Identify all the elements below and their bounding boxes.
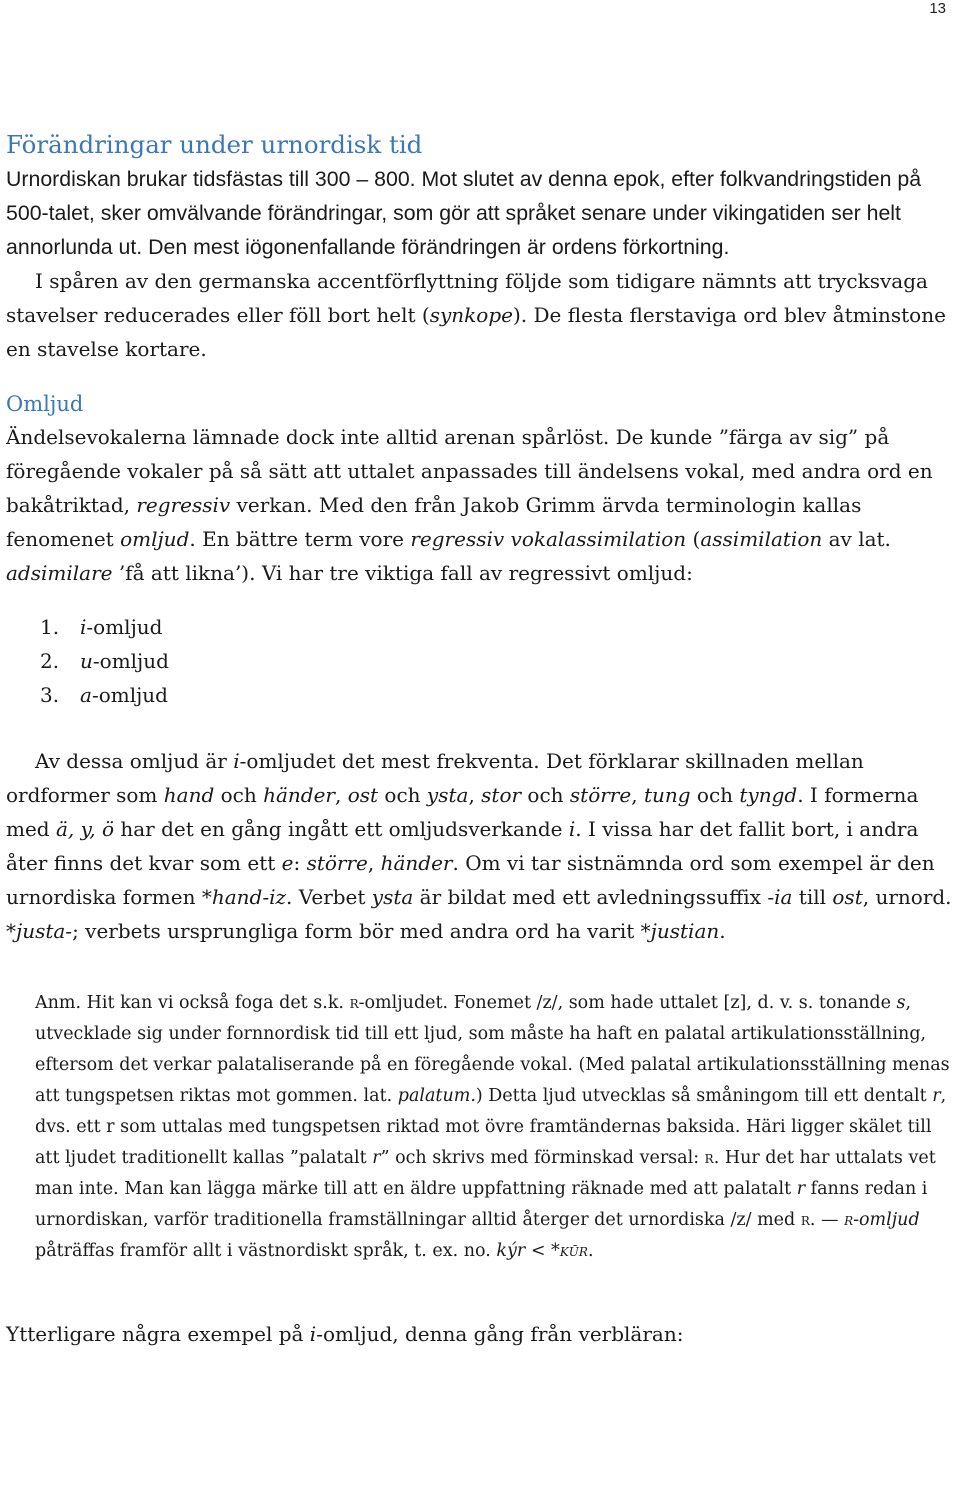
list-item xyxy=(6,644,954,678)
term: omljud xyxy=(120,527,190,551)
term-synkope: synkope xyxy=(429,303,513,327)
text-run: -omljudet. Fonemet /z/, som hade uttalet [z], d. v. s. tonande xyxy=(358,993,897,1013)
term: ä, y, ö xyxy=(55,817,115,841)
text-run: och xyxy=(690,783,740,807)
text-run: . Verbet xyxy=(286,885,372,909)
text-run: av lat. xyxy=(822,527,891,551)
list-item xyxy=(6,610,954,644)
text-run: -omljudet det mest frekventa. Det förklarar skillnaden mellan ordformer som xyxy=(6,749,864,807)
term-small-caps: r xyxy=(844,1210,854,1230)
text-run: . — xyxy=(809,1210,845,1230)
term: ost xyxy=(832,885,863,909)
term: ost xyxy=(347,783,379,807)
list-number: 3. xyxy=(40,683,60,707)
text-run: , xyxy=(631,783,644,807)
term-small-caps: r xyxy=(704,1148,714,1168)
term: regressiv xyxy=(136,493,231,517)
term-small-caps: kūr xyxy=(559,1241,588,1261)
term: e xyxy=(281,851,294,875)
omljud-list xyxy=(6,610,954,712)
term: hand-iz xyxy=(211,885,287,909)
term-small-caps: r xyxy=(349,993,359,1013)
text-run: . xyxy=(587,1241,594,1261)
i-omljud-paragraph xyxy=(6,744,954,948)
text-run: verkan. Med den från Jakob Grimm ärvda terminologin kallas fenomenet xyxy=(6,493,862,551)
list-item xyxy=(6,678,954,712)
synkope-paragraph xyxy=(6,264,954,366)
intro-paragraph: Urnordiskan brukar tidsfästas till 300 – 800. Mot slutet av denna epok, efter folkvandringstiden på 500-talet, sker omvälvande förändringar, som gör att språket senare under vikingatiden ser helt annorlunda ut. Den mest iögonenfallande förändringen är ordens förkortning. xyxy=(6,167,922,259)
anm-note xyxy=(35,988,954,1267)
list-number: 2. xyxy=(40,649,60,673)
text-run: är bildat med ett avledningssuffix - xyxy=(413,885,775,909)
text-run: , xyxy=(335,783,348,807)
list-text: -omljud xyxy=(91,683,168,707)
text-run: ( xyxy=(686,527,701,551)
text-run: . Om vi tar sistnämnda ord som exempel är den urnordiska formen * xyxy=(6,851,935,909)
text-run: fanns redan i urnordiskan, varför traditionella framställningar alltid återger det urnordiska /z/ med xyxy=(35,1179,928,1230)
text-run: har det en gång ingått ett omljudsverkande xyxy=(114,817,569,841)
term: i xyxy=(309,1322,317,1346)
term: justian xyxy=(650,919,720,943)
omljud-paragraph xyxy=(6,420,954,590)
text-run: , xyxy=(367,851,381,875)
term: i xyxy=(233,749,240,773)
section-heading: Förändringar under urnordisk tid xyxy=(6,130,423,159)
text-run: . I formerna med xyxy=(6,783,919,841)
text-run: Ändelsevokalerna lämnade dock inte alltid arenan spårlöst. De kunde ”färga av sig” på föregående vokaler på så sätt att uttalet anpassades till ändelsens vokal, med andra ord en bakåtriktad, xyxy=(6,425,933,517)
term: händer xyxy=(380,851,453,875)
term: ia xyxy=(774,885,793,909)
text-run: Av dessa omljud är xyxy=(35,749,234,773)
term: regressiv vokalassimilation xyxy=(410,527,687,551)
text-run: , utvecklade sig under fornnordisk tid till ett ljud, som måste ha haft en palatal artikulationsställning, eftersom det verkar palataliserande på en föregående vokal. (Med palatal artikulationsställning menas att tungspetsen riktas mot gommen. lat. xyxy=(35,993,950,1106)
text-run: I spåren av den germanska accentförflyttning följde som tidigare nämnts att trycksvaga stavelser reducerades eller föll bort helt ( xyxy=(6,269,928,327)
term: stor xyxy=(481,783,522,807)
text-run: . xyxy=(719,919,726,943)
text-run: ) Detta ljud utvecklas så småningom till ett dentalt xyxy=(475,1086,933,1106)
list-letter: i xyxy=(80,615,87,639)
subheading-omljud: Omljud xyxy=(6,392,84,416)
term: ysta xyxy=(426,783,469,807)
term-small-caps: r xyxy=(800,1210,810,1230)
term: r xyxy=(372,1148,381,1168)
text-run: . I vissa har det fallit bort, i andra åter finns det kvar som ett xyxy=(6,817,919,875)
text-run: -omljud, denna gång från verbläran: xyxy=(316,1322,684,1346)
page-number: 13 xyxy=(929,0,946,17)
closing-paragraph xyxy=(6,1317,954,1351)
text-run: och xyxy=(378,783,427,807)
term: r xyxy=(932,1086,941,1106)
text-run: och xyxy=(521,783,570,807)
text-run: . Hur det har uttalats vet man inte. Man kan lägga märke till att en äldre uppfattning räknade med att palatalt xyxy=(35,1148,936,1199)
term: större xyxy=(569,783,632,807)
text-run: . En bättre term vore xyxy=(189,527,411,551)
term: palatum. xyxy=(397,1086,476,1106)
term: kýr xyxy=(496,1241,526,1261)
term: större xyxy=(306,851,368,875)
text-run: , dvs. ett r som uttalas med tungspetsen riktad mot övre framtändernas baksida. Häri ligger skälet till att ljudet traditionellt kallas ”palatalt xyxy=(35,1086,947,1168)
text-run: ; verbets ursprungliga form bör med andra ord ha varit * xyxy=(72,919,651,943)
term: ysta xyxy=(371,885,414,909)
text-run: Ytterligare några exempel på xyxy=(6,1322,310,1346)
term: r xyxy=(796,1179,806,1199)
term: tyngd xyxy=(739,783,798,807)
term: -omljud xyxy=(853,1210,920,1230)
list-text: -omljud xyxy=(92,649,169,673)
list-letter: u xyxy=(80,649,93,673)
text-run: ’få att likna’). Vi har tre viktiga fall av regressivt omljud: xyxy=(112,561,693,585)
text-run: till xyxy=(792,885,833,909)
text-run: , xyxy=(468,783,482,807)
term: hand xyxy=(163,783,215,807)
text-run: ). De flesta flerstaviga ord blev åtminstone en stavelse kortare. xyxy=(6,303,946,361)
text-run: Anm. Hit kan vi också foga det s.k. xyxy=(35,993,350,1013)
text-run: påträffas framför allt i västnordiskt språk, t. ex. no. xyxy=(35,1241,497,1261)
term: *justa- xyxy=(6,919,73,943)
term: adsimilare xyxy=(6,561,113,585)
term: s xyxy=(896,993,906,1013)
text-run: , urnord. xyxy=(862,885,952,909)
list-letter: a xyxy=(80,683,92,707)
list-number: 1. xyxy=(40,615,60,639)
term: i xyxy=(568,817,576,841)
text-run: : xyxy=(293,851,307,875)
term: assimilation xyxy=(700,527,823,551)
text-run: < * xyxy=(525,1241,560,1261)
list-text: -omljud xyxy=(86,615,163,639)
document-body xyxy=(6,128,954,1351)
term: tung xyxy=(643,783,691,807)
text-run: och xyxy=(214,783,264,807)
text-run: ” och skrivs med förminskad versal: xyxy=(380,1148,705,1168)
term: händer xyxy=(263,783,335,807)
